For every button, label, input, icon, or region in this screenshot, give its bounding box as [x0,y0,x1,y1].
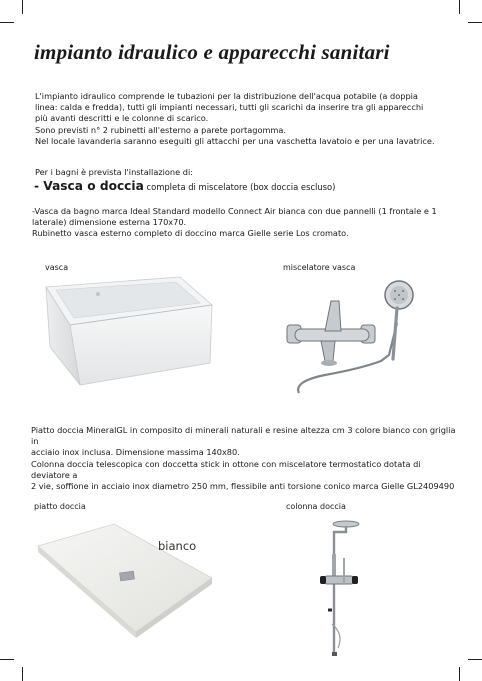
crop-mark [468,659,482,660]
vasca-line: laterale) dimensione esterna 170x70. [32,217,187,228]
caption-piatto: piatto doccia [34,502,86,511]
intro-line: Sono previsti n° 2 rubinetti all'esterno a parete portagomma. [35,124,287,135]
intro-line: L'impianto idraulico comprende le tubazioni per la distribuzione dell'acqua potabile (a doppia [35,91,418,101]
intro-line: Nel locale lavanderia saranno eseguiti gli attacchi per una vaschetta lavatoio e per una lavatrice. [35,135,435,146]
section-heading [34,179,335,193]
doccia-line: Colonna doccia telescopica con doccetta stick in ottone con miscelatore termostatico dotata di deviatore a [31,458,421,480]
intro-line: più avanti descritti e le colonne di scarico. [35,113,209,124]
caption-colonna: colonna doccia [286,502,346,511]
crop-mark [459,0,460,14]
bath-mixer-image [285,275,415,400]
color-label: bianco [158,539,197,553]
bathtub-image [40,275,220,395]
heading-title: - Vasca o doccia [34,179,144,193]
doccia-line: Piatto doccia MineralGL in composito di minerali naturali e resine altezza cm 3 colore bianco con griglia in [31,425,456,447]
crop-mark [0,22,14,23]
heading-desc: completa di miscelatore (box doccia escluso) [143,182,336,192]
intro-paragraph [35,91,455,147]
doccia-line: acciaio inox inclusa. Dimensione massima 140x80. [31,447,240,458]
doccia-line: 2 vie, soffione in acciaio inox diametro 250 mm, flessibile anti torsione conico marca Gielle GL2409490 [31,481,455,492]
crop-mark [22,667,23,681]
vasca-line: Rubinetto vasca esterno completo di doccino marca Gielle serie Los cromato. [32,228,349,239]
shower-column-image [318,514,368,664]
crop-mark [468,22,482,23]
doccia-description [31,425,461,492]
caption-vasca: vasca [45,263,69,272]
vasca-line: -Vasca da bagno marca Ideal Standard modello Connect Air bianca con due pannelli (1 frontale e 1 [32,206,437,216]
vasca-description [32,206,452,240]
page-title: impianto idraulico e apparecchi sanitari [34,40,390,64]
crop-mark [0,659,14,660]
bagni-lead: Per i bagni è prevista l'installazione di: [35,167,193,177]
intro-line: linea: calda e fredda), tutti gli impianti necessari, tutti gli scarichi da inserire tra gli apparecchi [35,102,424,113]
crop-mark [22,0,23,14]
caption-miscelatore: miscelatore vasca [283,263,356,272]
crop-mark [459,667,460,681]
